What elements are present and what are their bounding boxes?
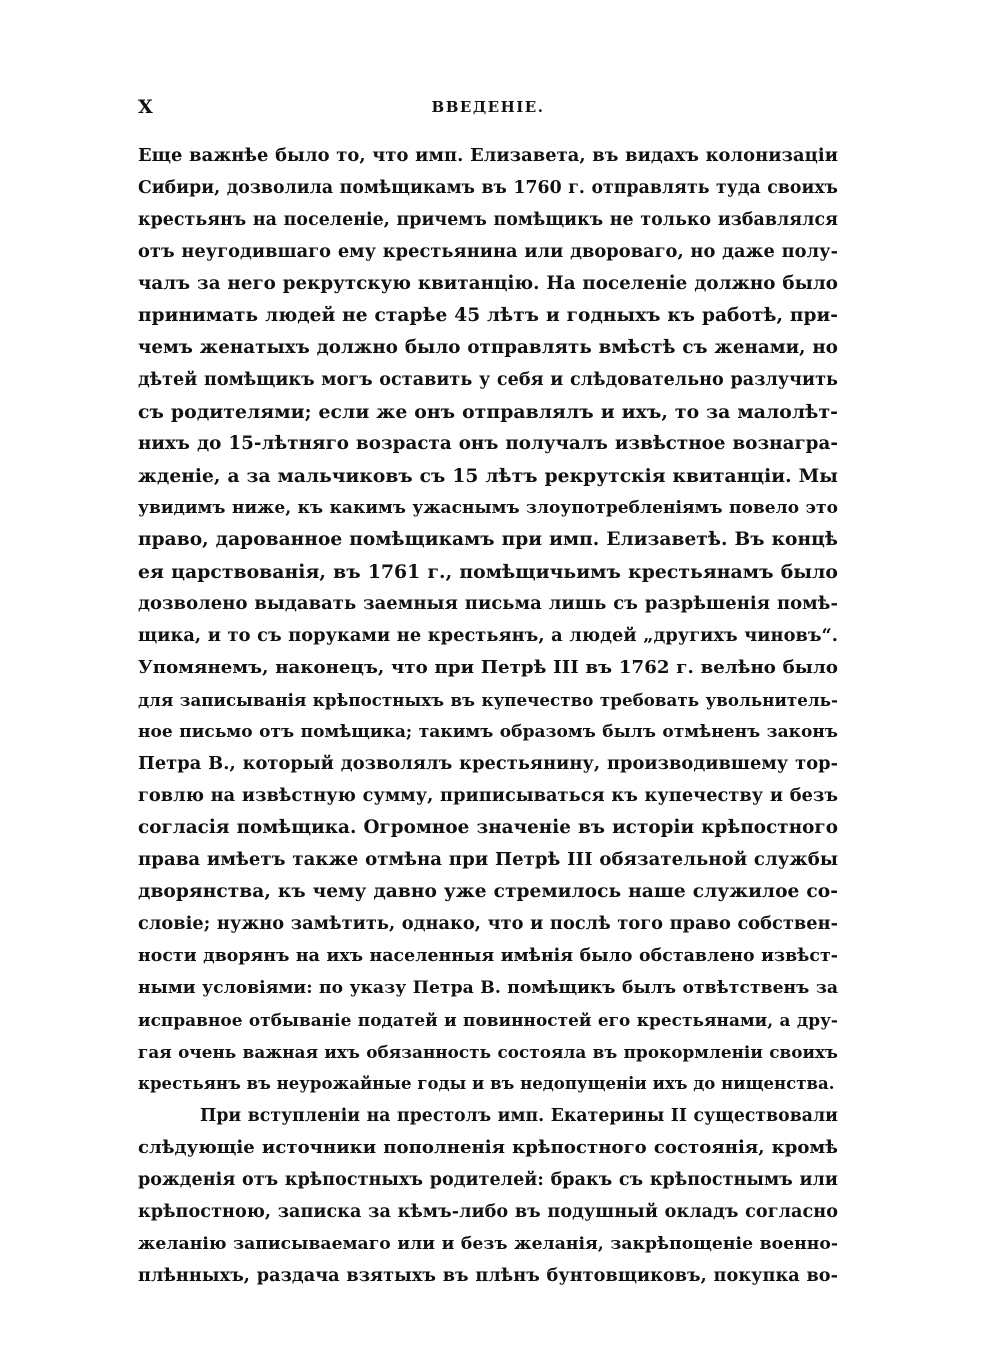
text-line: дозволено выдавать заемныя письма лишь съ разрѣшенія помѣ-	[138, 593, 838, 614]
text-line: При вступленіи на престолъ имп. Екатерины II существовали	[200, 1106, 838, 1126]
paragraph-1	[138, 140, 838, 1100]
text-line: Упомянемъ, наконецъ, что при Петрѣ III въ 1762 г. велѣно было	[138, 657, 838, 678]
text-line: дѣтей помѣщикъ могъ оставить у себя и слѣдовательно разлучить	[138, 370, 838, 390]
text-line: чемъ женатыхъ должно было отправлять вмѣстѣ съ женами, но	[138, 337, 838, 358]
text-line: согласія помѣщика. Огромное значеніе въ исторіи крѣпостного	[138, 817, 838, 838]
text-line: дворянства, къ чему давно уже стремилось наше служилое со-	[138, 881, 838, 902]
paragraph-2	[138, 1100, 838, 1292]
text-line: рожденія отъ крѣпостныхъ родителей: бракъ съ крѣпостнымъ или	[138, 1170, 838, 1190]
page-header	[138, 96, 838, 126]
text-line: ея царствованія, въ 1761 г., помѣщичьимъ крестьянамъ было	[138, 561, 838, 583]
text-line: ности дворянъ на ихъ населенныя имѣнія было обставлено извѣст-	[138, 946, 838, 966]
text-line: говлю на извѣстную сумму, приписываться къ купечеству и безъ	[138, 785, 838, 806]
text-line: гая очень важная ихъ обязанность состояла въ прокормленіи своихъ	[138, 1042, 838, 1062]
text-line: крѣпостною, записка за кѣмъ-либо въ подушный окладъ согласно	[138, 1201, 838, 1222]
text-line: щика, и то съ поруками не крестьянъ, а людей „другихъ чиновъ“.	[138, 625, 838, 646]
text-line: Петра В., который дозволялъ крестьянину, производившему тор-	[138, 753, 838, 774]
text-line: отъ неугодившаго ему крестьянина или двороваго, но даже полу-	[138, 241, 838, 262]
text-line: нихъ до 15-лѣтняго возраста онъ получалъ извѣстное вознагра-	[138, 433, 838, 454]
text-line: ными условіями: по указу Петра В. помѣщикъ былъ отвѣтственъ за	[138, 978, 838, 998]
text-line: право, дарованное помѣщикамъ при имп. Елизаветѣ. Въ концѣ	[138, 529, 838, 550]
text-line: ное письмо отъ помѣщика; такимъ образомъ былъ отмѣненъ законъ	[138, 722, 838, 742]
text-line: увидимъ ниже, къ какимъ ужаснымъ злоупотребленіямъ повело это	[138, 498, 838, 518]
running-title: ВВЕДЕНІЕ.	[431, 98, 545, 116]
text-line: жденіе, а за мальчиковъ съ 15 лѣтъ рекрутскія квитанціи. Мы	[138, 465, 838, 487]
page-number: X	[138, 96, 154, 118]
text-line: крестьянъ въ неурожайные годы и въ недопущеніи ихъ до нищенства.	[138, 1074, 835, 1093]
text-line: чалъ за него рекрутскую квитанцію. На поселеніе должно было	[138, 273, 838, 294]
text-line: Сибири, дозволила помѣщикамъ въ 1760 г. отправлять туда своихъ	[138, 178, 838, 198]
text-line: съ родителями; если же онъ отправлялъ и ихъ, то за малолѣт-	[138, 401, 838, 423]
text-line: слѣдующіе источники пополненія крѣпостного состоянія, кромѣ	[138, 1137, 838, 1158]
text-line: принимать людей не старѣе 45 лѣтъ и годныхъ къ работѣ, при-	[138, 305, 838, 326]
text-line: для записыванія крѣпостныхъ въ купечество требовать увольнитель-	[138, 690, 838, 710]
text-line: крестьянъ на поселеніе, причемъ помѣщикъ не только избавлялся	[138, 210, 838, 230]
text-line: словіе; нужно замѣтить, однако, что и послѣ того право собствен-	[138, 913, 838, 934]
text-line: права имѣетъ также отмѣна при Петрѣ III обязательной службы	[138, 849, 838, 870]
text-line: исправное отбываніе податей и повинностей его крестьянами, а дру-	[138, 1010, 838, 1030]
text-line: плѣнныхъ, раздача взятыхъ въ плѣнъ бунтовщиковъ, покупка во-	[138, 1265, 838, 1286]
body-text	[138, 140, 838, 1292]
text-line: желанію записываемаго или и безъ желанія, закрѣпощеніе военно-	[138, 1234, 838, 1254]
text-line: Еще важнѣе было то, что имп. Елизавета, въ видахъ колонизаціи	[138, 145, 838, 166]
